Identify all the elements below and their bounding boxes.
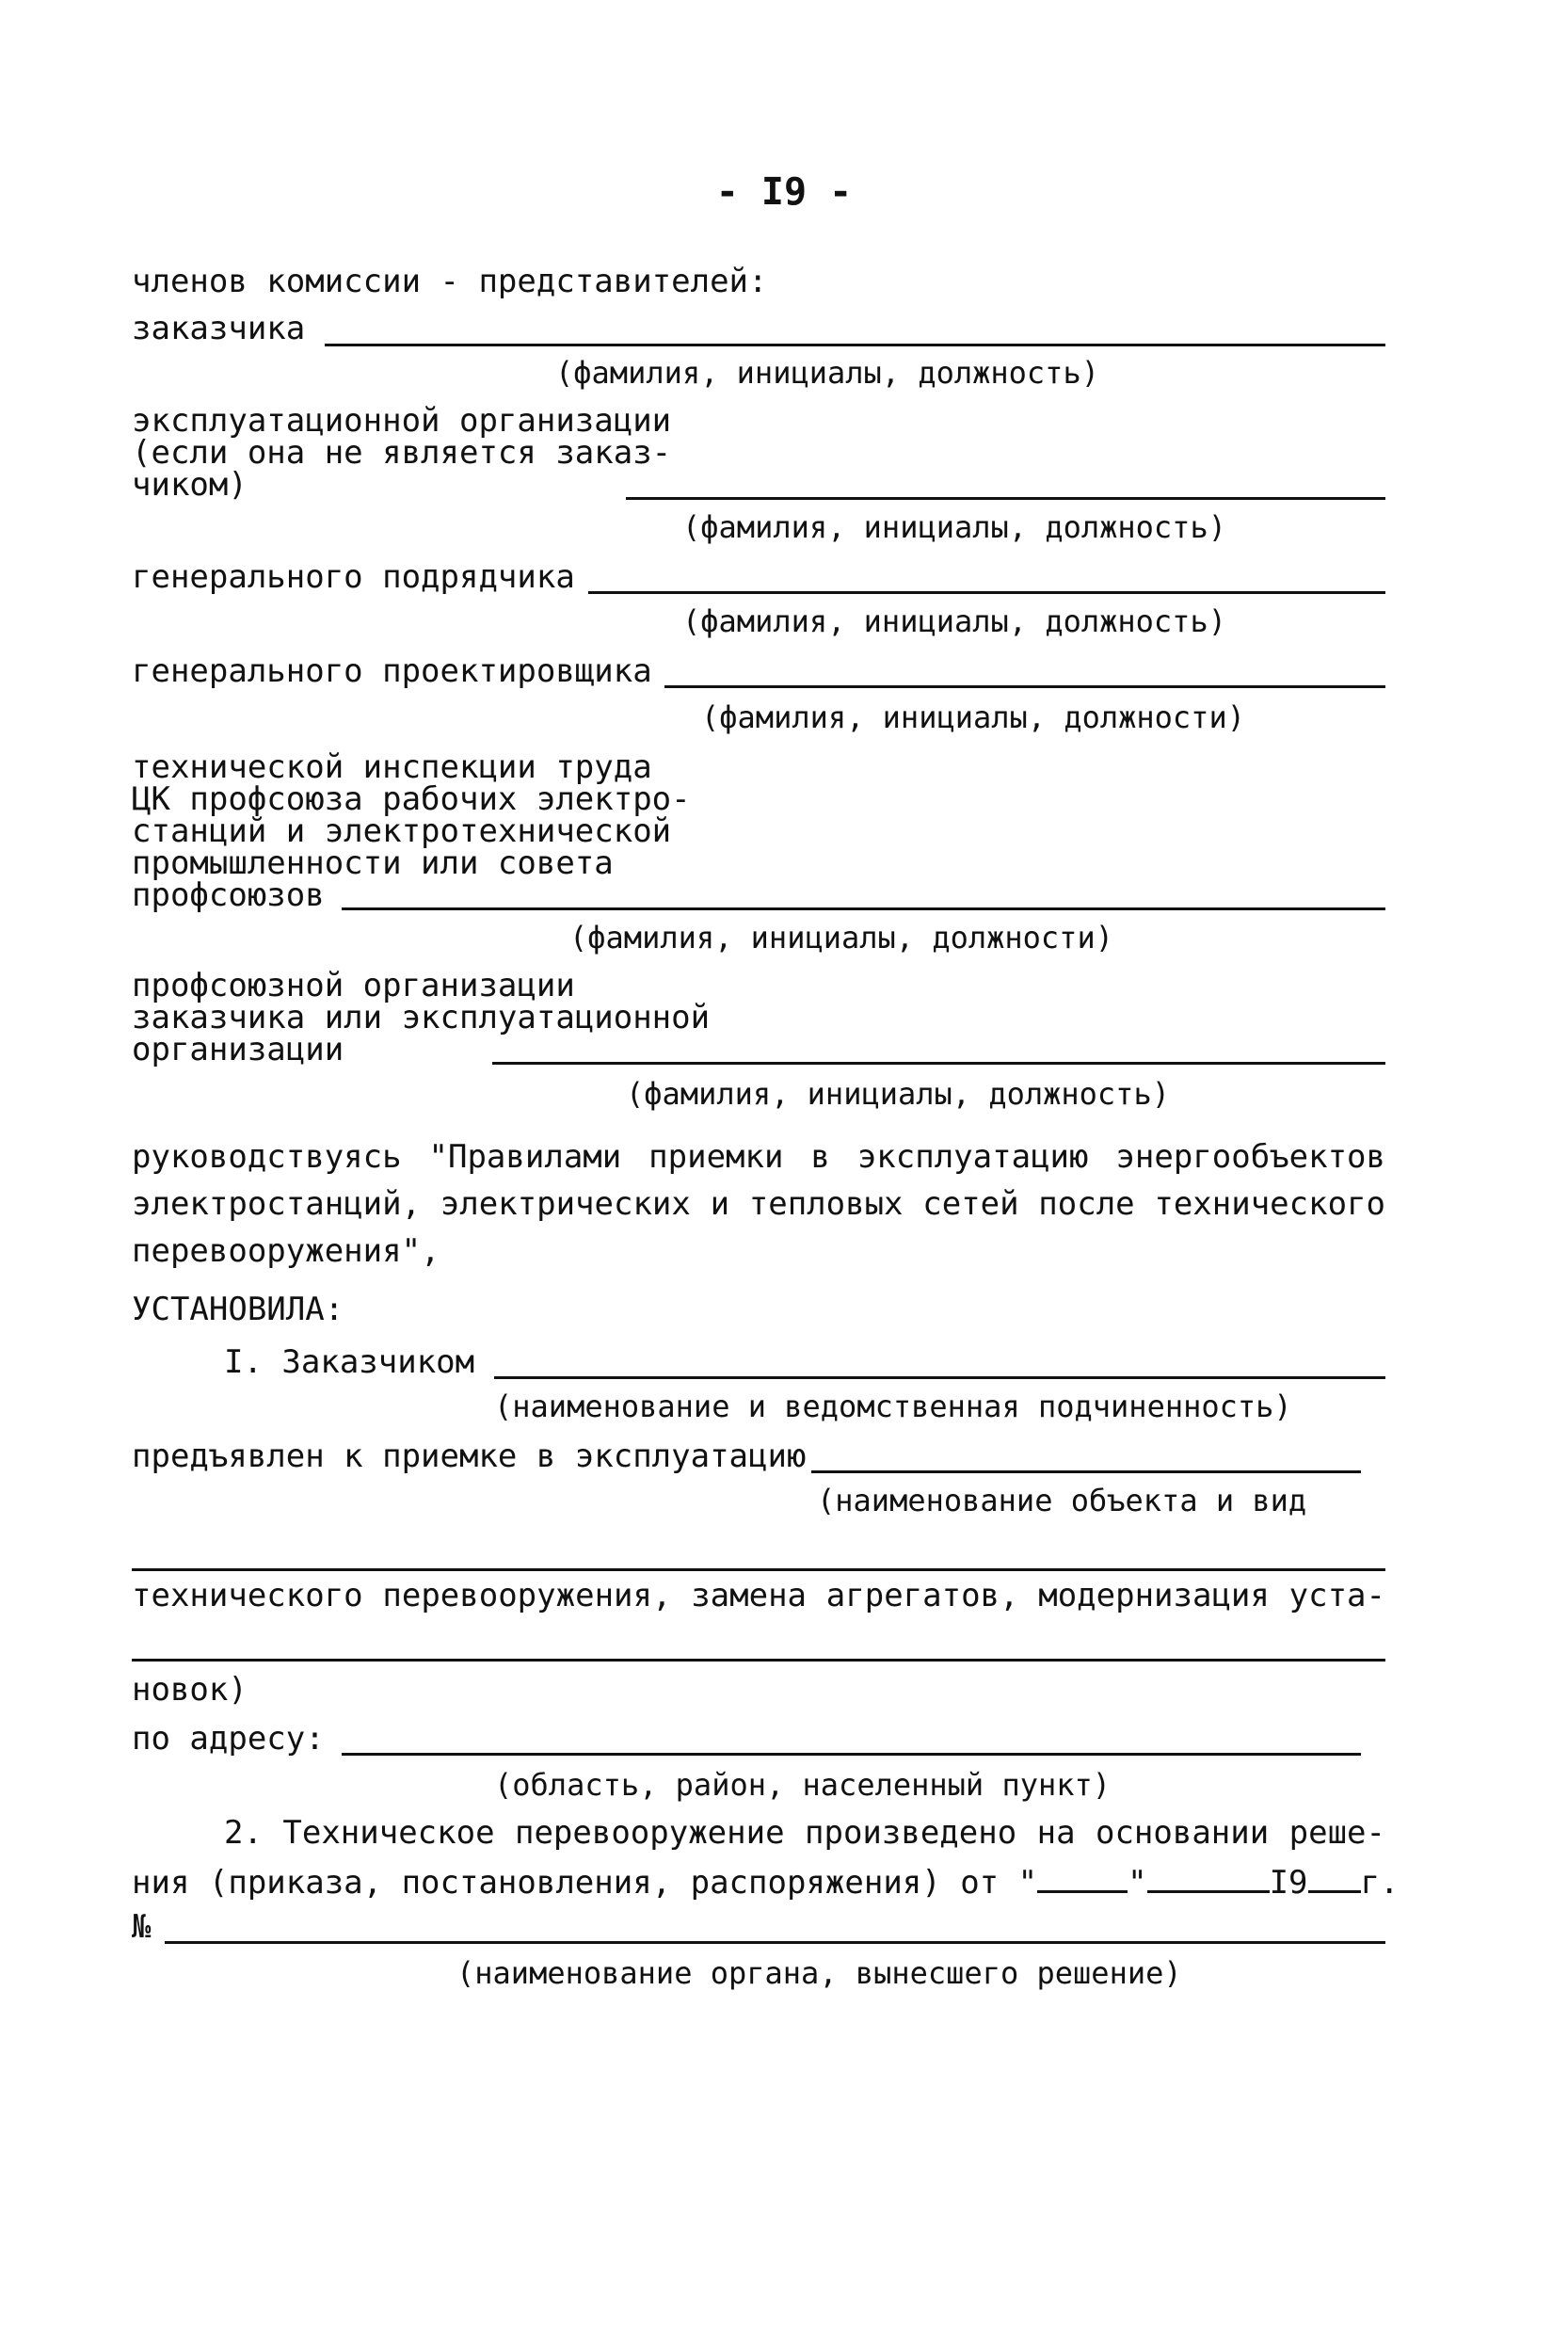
item2-line2-text: ния (приказа, постановления, распоряжения) от " <box>132 1864 1038 1902</box>
date-day-field[interactable] <box>1037 1862 1128 1893</box>
address-caption: (область, район, населенный пункт) <box>494 1767 1112 1803</box>
number-sign: № <box>132 1908 152 1946</box>
label-union-line3: организации <box>132 1031 344 1068</box>
label-union-line1: профсоюзной организации <box>132 967 575 1004</box>
address-line[interactable] <box>342 1753 1361 1756</box>
label-general-contractor: генерального подрядчика <box>132 558 575 596</box>
presented-line[interactable] <box>811 1470 1361 1473</box>
label-labor-inspection-line3: станций и электротехнической <box>132 812 672 850</box>
caption-labor-inspection: (фамилия, инициалы, должности) <box>569 920 1113 955</box>
object-caption-line1: технического перевооружения, замена агрегатов, модернизация уста- <box>132 1577 1385 1614</box>
signature-line-customer[interactable] <box>325 344 1385 346</box>
year-suffix: г. <box>1360 1864 1400 1902</box>
quote-close: " <box>1128 1864 1147 1902</box>
decision-line[interactable] <box>165 1941 1385 1944</box>
caption-operator: (фамилия, инициалы, должность) <box>682 509 1226 545</box>
item1-label: I. Заказчиком <box>224 1343 475 1381</box>
year-prefix: I9 <box>1269 1864 1308 1902</box>
item2-line2 <box>132 1862 1399 1901</box>
signature-line-general-contractor[interactable] <box>588 591 1385 594</box>
page-number: - I9 - <box>715 170 853 214</box>
item1-caption: (наименование и ведомственная подчиненность) <box>494 1389 1292 1424</box>
label-operator-line1: эксплуатационной организации <box>132 402 672 440</box>
signature-line-general-designer[interactable] <box>664 685 1385 688</box>
established-heading: УСТАНОВИЛА: <box>132 1291 344 1328</box>
object-caption-line2: новок) <box>132 1671 248 1709</box>
decision-caption: (наименование органа, вынесшего решение) <box>456 1955 1182 1991</box>
label-labor-inspection-line1: технической инспекции труда <box>132 748 652 786</box>
date-month-field[interactable] <box>1147 1862 1270 1893</box>
item1-line[interactable] <box>494 1376 1385 1379</box>
signature-line-union[interactable] <box>492 1062 1385 1065</box>
signature-line-labor-inspection[interactable] <box>342 907 1385 910</box>
address-label: по адресу: <box>132 1720 325 1758</box>
guidance-line2: электростанций, электрических и тепловых сетей после технического <box>132 1185 1385 1223</box>
presented-caption: (наименование объекта и вид <box>817 1483 1307 1518</box>
label-operator-line2: (если она не является заказ- <box>132 434 672 472</box>
label-labor-inspection-line5: профсоюзов <box>132 876 325 914</box>
object-line-1[interactable] <box>132 1568 1385 1571</box>
label-labor-inspection-line2: ЦК профсоюза рабочих электро- <box>132 780 691 818</box>
item2-line1: 2. Техническое перевооружение произведено на основании реше- <box>224 1814 1385 1852</box>
intro-line: членов комиссии - представителей: <box>132 263 768 300</box>
caption-general-contractor: (фамилия, инициалы, должность) <box>682 603 1226 639</box>
caption-customer: (фамилия, инициалы, должность) <box>555 355 1099 391</box>
label-operator-line3: чиком) <box>132 466 248 504</box>
caption-general-designer: (фамилия, инициалы, должности) <box>701 699 1245 735</box>
guidance-line1: руководствуясь "Правилами приемки в эксплуатацию энергообъектов <box>132 1138 1385 1176</box>
caption-union: (фамилия, инициалы, должность) <box>626 1076 1170 1112</box>
label-union-line2: заказчика или эксплуатационной <box>132 999 711 1036</box>
label-customer: заказчика <box>132 310 306 347</box>
label-general-designer: генерального проектировщика <box>132 652 652 690</box>
object-line-2[interactable] <box>132 1659 1385 1662</box>
guidance-line3: перевооружения", <box>132 1232 440 1270</box>
presented-label: предъявлен к приемке в эксплуатацию <box>132 1437 807 1475</box>
signature-line-operator[interactable] <box>626 497 1385 500</box>
date-year-field[interactable] <box>1308 1862 1361 1893</box>
label-labor-inspection-line4: промышленности или совета <box>132 844 614 882</box>
